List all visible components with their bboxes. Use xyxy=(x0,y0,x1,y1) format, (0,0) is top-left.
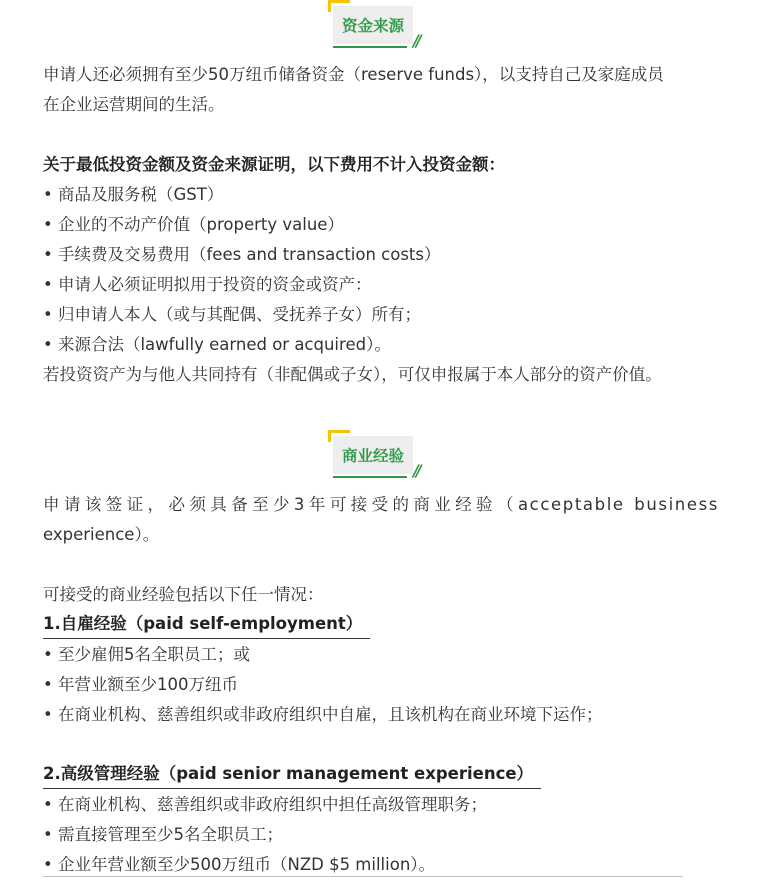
list-item: • 申请人必须证明拟用于投资的资金或资产： xyxy=(43,275,372,294)
note-text: 若投资资产为与他人共同持有（非配偶或子女），可仅申报属于本人部分的资产价值。 xyxy=(43,365,662,384)
intro-text: 可接受的商业经验包括以下任一情况： xyxy=(43,585,324,604)
list-item: • 商品及服务税（GST） xyxy=(43,185,224,204)
section-header-funds xyxy=(43,0,719,52)
list-item: • 企业的不动产价值（property value） xyxy=(43,215,344,234)
subsection-title: 2.高级管理经验（paid senior management experience） xyxy=(43,760,541,789)
list-item: • 来源合法（lawfully earned or acquired）。 xyxy=(43,335,391,354)
list-item: • 年营业额至少100万纽币 xyxy=(43,675,238,694)
list-item: • 归申请人本人（或与其配偶、受抚养子女）所有； xyxy=(43,305,421,324)
list-item: • 需直接管理至少5名全职员工； xyxy=(43,825,283,844)
paragraph-line: 申请该签证，必须具备至少3年可接受的商业经验（acceptable business xyxy=(43,495,719,514)
list-item: • 在商业机构、慈善组织或非政府组织中自雇，且该机构在商业环境下运作； xyxy=(43,705,603,724)
list-item: • 手续费及交易费用（fees and transaction costs） xyxy=(43,245,441,264)
article-body xyxy=(43,0,719,880)
divider xyxy=(43,876,683,877)
slash-decoration-icon: // xyxy=(413,461,419,480)
section-header-experience xyxy=(43,430,719,482)
subsection-title: 1.自雇经验（paid self-employment） xyxy=(43,610,370,639)
title-underline xyxy=(333,476,407,478)
list-item: • 企业年营业额至少500万纽币（NZD $5 million）。 xyxy=(43,855,436,874)
slash-decoration-icon: // xyxy=(413,31,419,50)
bold-heading: 关于最低投资金额及资金来源证明，以下费用不计入投资金额： xyxy=(43,155,505,174)
paragraph-line: 在企业运营期间的生活。 xyxy=(43,95,225,114)
paragraph-line: experience）。 xyxy=(43,525,160,544)
section-title: 资金来源 xyxy=(333,6,413,44)
section-title: 商业经验 xyxy=(333,436,413,474)
list-item: • 至少雇佣5名全职员工；或 xyxy=(43,645,250,664)
title-underline xyxy=(333,46,407,48)
paragraph-line: 申请人还必须拥有至少50万纽币储备资金（reserve funds），以支持自己及家庭成员 xyxy=(43,65,664,84)
list-item: • 在商业机构、慈善组织或非政府组织中担任高级管理职务； xyxy=(43,795,487,814)
